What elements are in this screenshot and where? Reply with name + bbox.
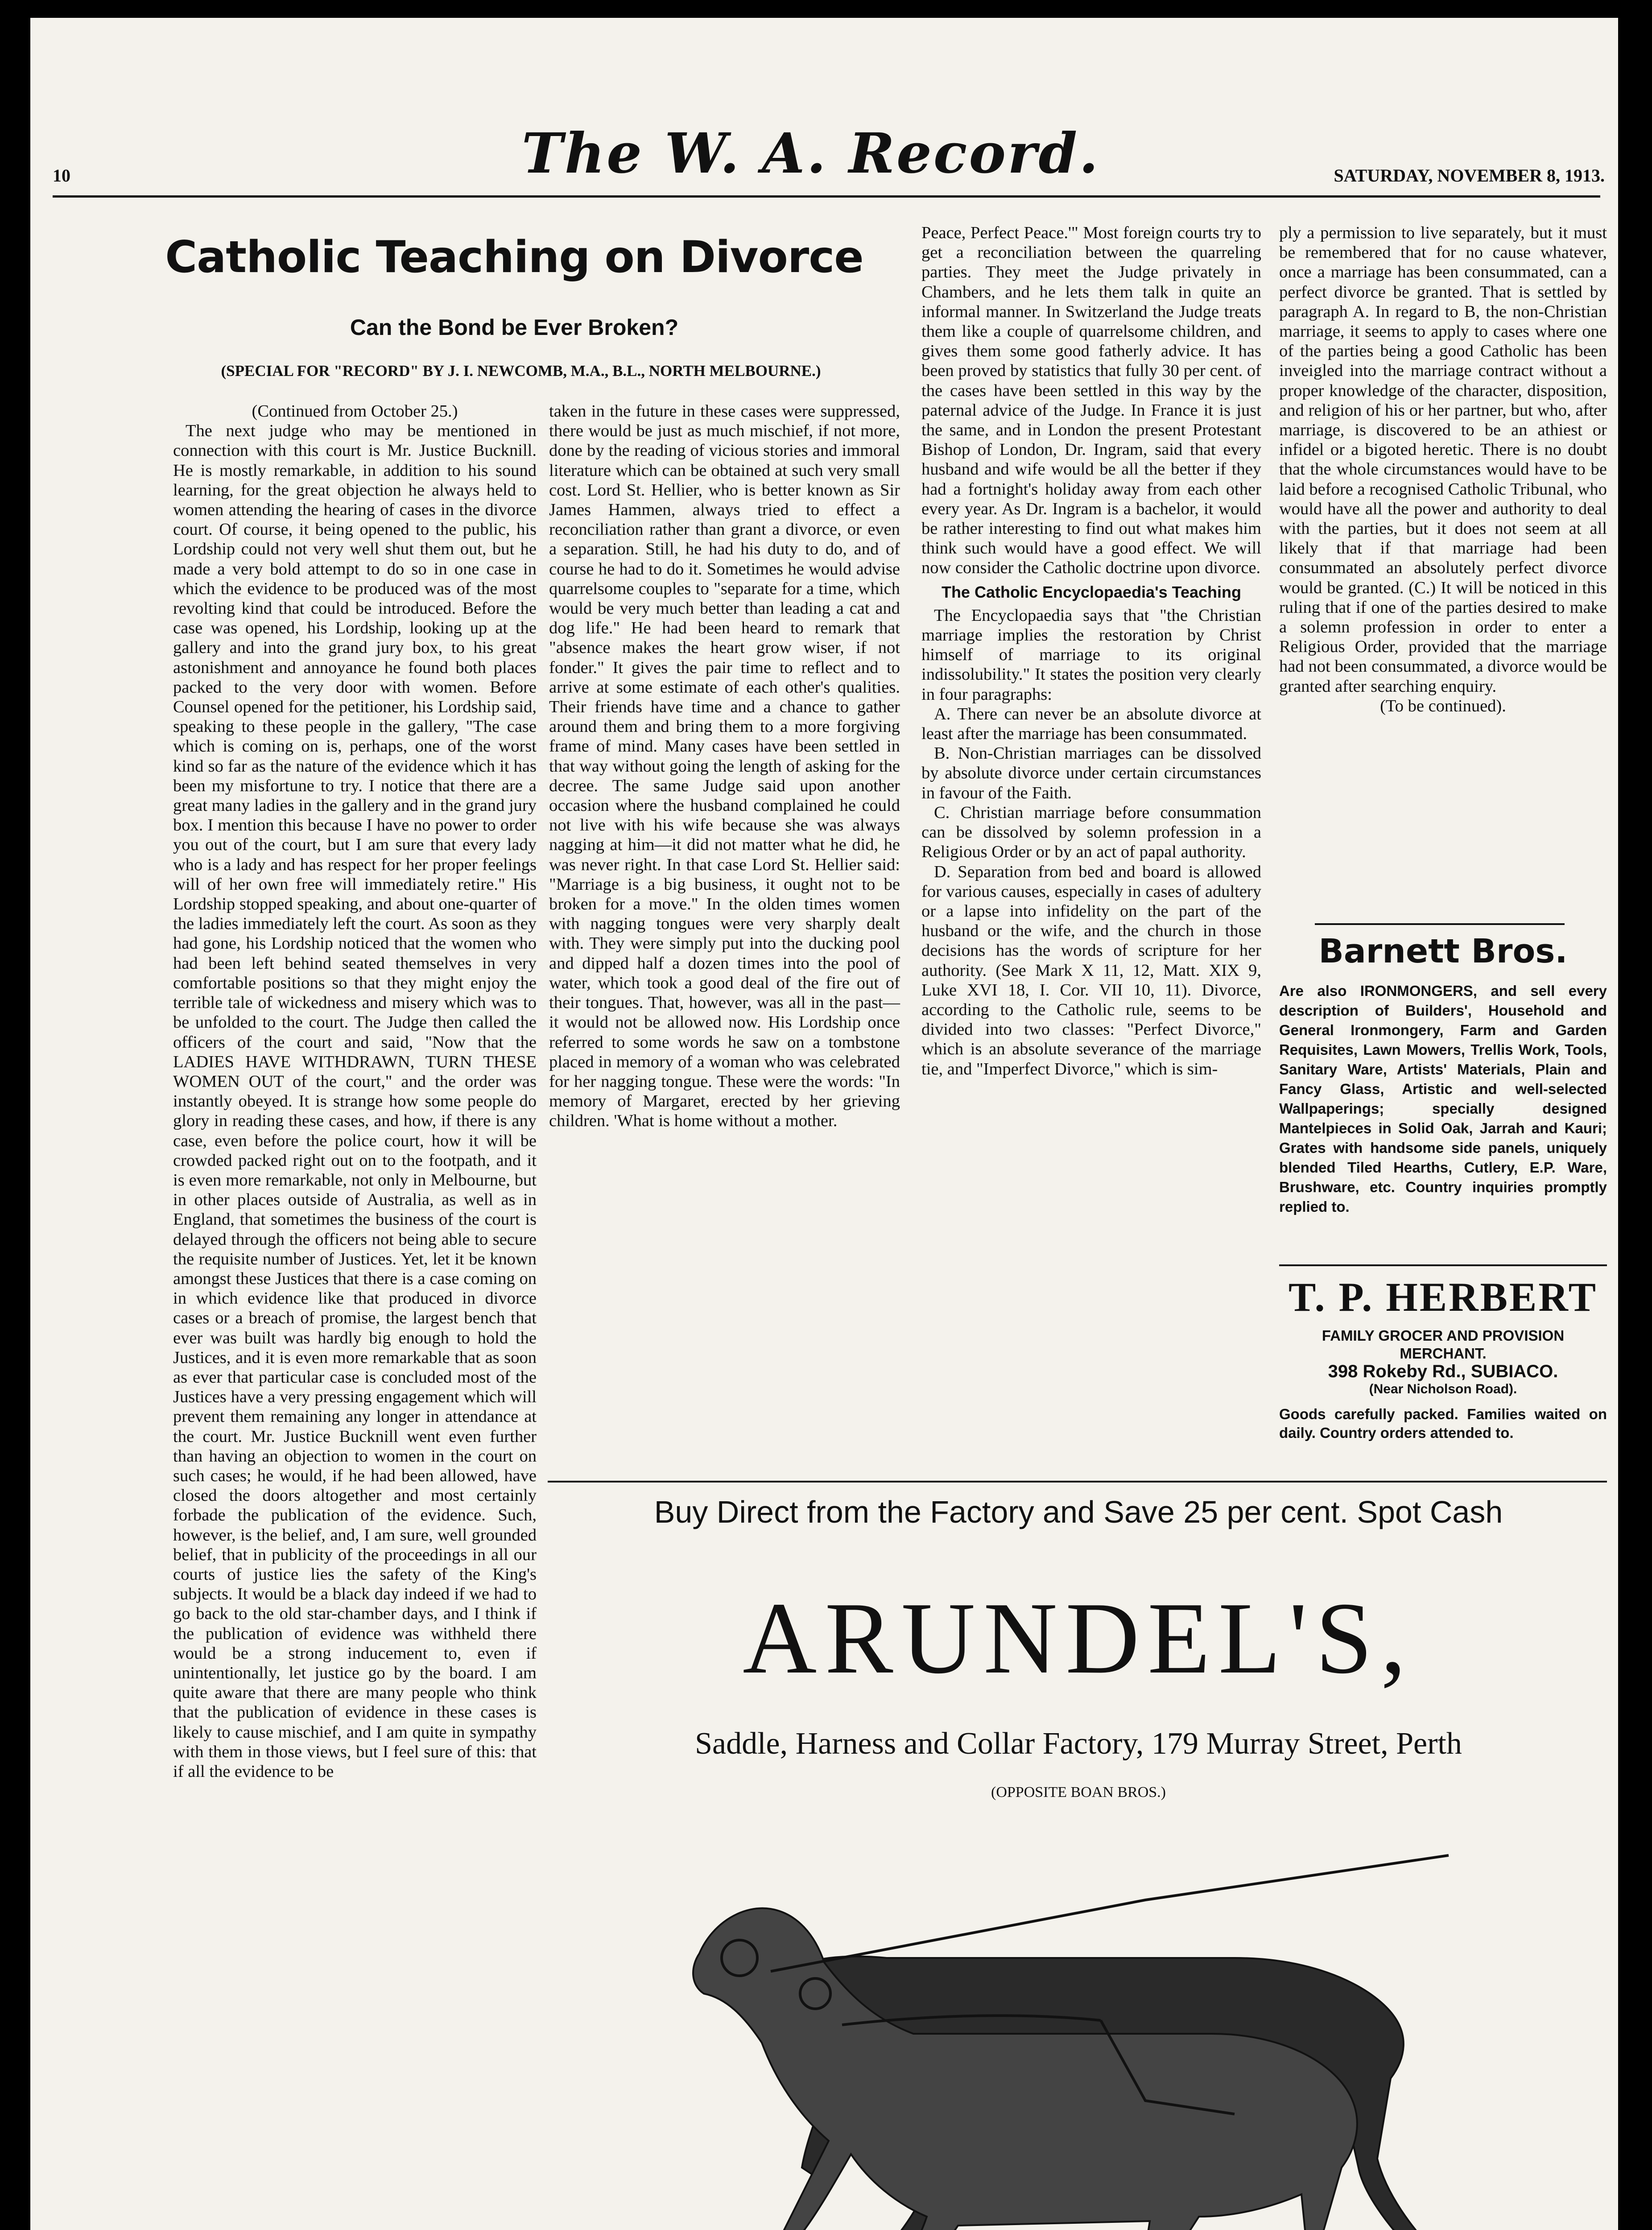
section-subheading: The Catholic Encyclopaedia's Teaching — [941, 582, 1242, 601]
herbert-line1: FAMILY GROCER AND PROVISION — [1322, 1327, 1565, 1344]
horse-front — [693, 1908, 1391, 2230]
article-byline: (SPECIAL FOR "RECORD" BY J. I. NEWCOMB, M.A., B.L., NORTH MELBOURNE.) — [221, 362, 821, 380]
herbert-details — [1279, 1327, 1607, 1398]
ad-divider — [1279, 1264, 1607, 1266]
herbert-title: T. P. HERBERT — [1289, 1274, 1598, 1320]
article-column-2 — [549, 401, 900, 1481]
article-column-4 — [1279, 223, 1607, 923]
herbert-body: Goods carefully packed. Families waited on daily. Country orders attended to. — [1279, 1406, 1607, 1441]
article-column-3 — [921, 223, 1261, 1481]
article-text-col3-intro: Peace, Perfect Peace.'" Most foreign courts try to get a reconciliation between the quarreling parties. They meet the Judge privately in Chambers, and he lets them talk in quite an informal manner. In Switzerland the Judge treats them like a couple of quarrelsome children, and gives them some good fatherly advice. It has been proved by statistics that fully 30 per cent. of the cases have been settled in this way by the paternal advice of the Judge. In France it is just the same, and in London the present Protestant Bishop of London, Dr. Ingram, said that every husband and wife would be all the better if they had a fortnight's holiday away from each other every year. As Dr. Ingram is a bachelor, it would be rather interesting to find out what makes him think such would have a good effect. We will now consider the Catholic doctrine upon divorce. — [921, 223, 1261, 578]
to-be-continued: (To be continued). — [1380, 696, 1506, 715]
ad-divider — [1315, 923, 1565, 925]
arundel-opposite: (OPPOSITE BOAN BROS.) — [991, 1784, 1166, 1801]
arundel-name: ARUNDEL'S, — [743, 1581, 1414, 1695]
newspaper-page — [30, 18, 1618, 2230]
issue-date: SATURDAY, NOVEMBER 8, 1913. — [1334, 165, 1605, 186]
barnett-body: Are also IRONMONGERS, and sell every description of Builders', Household and General Ironmongery, Farm and Garden Requisites, Lawn Mowers, Trellis Work, Tools, Sanitary Ware, Artists' Materials, Plain and Fancy Glass, Artistic and well-selected Wallpaperings; specially designed Mantelpieces in Solid Oak, Jarrah and Kauri; Grates with handsome side panels, uniquely blended Tiled Hearths, Cutlery, E.P. Ware, Brushware, etc. Country inquiries promptly replied to. — [1279, 983, 1607, 1215]
article-headline: Catholic Teaching on Divorce — [165, 232, 863, 283]
ad-top-rule — [548, 1481, 1607, 1483]
masthead: The W. A. Record. — [521, 121, 1100, 186]
continued-note: (Continued from October 25.) — [252, 402, 458, 421]
paragraph-a: A. There can never be an absolute divorce at least after the marriage has been consummated. — [921, 704, 1261, 743]
herbert-line2: MERCHANT. — [1400, 1345, 1487, 1362]
article-text-col1: The next judge who may be mentioned in connection with this court is Mr. Justice Bucknill. He is mostly remarkable, in addition to his sound learning, for the great objection he always held to women attending the hearing of cases in the divorce court. Of course, it being opened to the public, his Lordship could not very well shut them out, but he made a very bold attempt to do so in one case in which the evidence to be produced was of the most revolting kind that could be introduced. Before the case was opened, his Lordship, looking up at the gallery and into the grand jury box, to his great astonishment and annoyance he found both places packed to the very door with women. Before Counsel opened for the petitioner, his Lordship said, speaking to these people in the gallery, "The case which is coming on is, perhaps, one of the worst kind so far as the nature of the evidence which it has been my misfortune to try. I notice that there are a great many ladies in the gallery and in the grand jury box. I mention this because I have no power to order you out of the court, but I am sure that every lady who is a lady and has respect for her proper feelings will of her own free will immediately retire." His Lordship stopped speaking, and about one-quarter of the ladies immediately left the court. As soon as they had gone, his Lordship noticed that the women who had been left behind seated themselves in very comfortable positions so that they might enjoy the terrible tale of wickedness and misery which was to be unfolded to the court. The Judge then called the officers of the court and said, "Now that the LADIES HAVE WITHDRAWN, TURN THESE WOMEN OUT of the court," and the order was instantly obeyed. It is strange how some people do glory in reading these cases, and how, if there is any case, even before the police court, how it will be crowded packed right out on to the footpath, and it is even more remarkable, not only in Melbourne, but in other places outside of Australia, as well as in England, that sometimes the business of the court is delayed through the officers not being able to secure the requisite number of Justices. Yet, let it be known amongst these Justices that there is a case coming on in which evidence like that produced in divorce cases or a breach of promise, the largest bench that ever was built was hardly big enough to hold the Justices, and it is even more remarkable that as soon as ever that particular case is concluded most of the Justices have a very pressing engagement which will prevent them remaining any longer in attendance at the court. Mr. Justice Bucknill went even further than having an objection to women in the court on such cases; he would, if he had been allowed, have closed the doors altogether and most certainly forbade the publication of the evidence. Such, however, is the belief, and, I am sure, well grounded belief, that in publicity of the proceedings in all our courts of justice lies the safety of the King's subjects. It would be a black day indeed if we had to go back to the old star-chamber days, and I think if the publication of evidence was withheld there would be a strong inducement to, even if unintentionally, let justice go by the board. I am quite aware that there are many people who think that the publication of evidence in these cases is likely to cause mischief, and I am quite in sympathy with them in those views, but I feel sure of this: that if all the evidence to be — [173, 421, 537, 1781]
article-column-1 — [173, 401, 537, 2230]
paragraph-d: D. Separation from bed and board is allowed for various causes, especially in cases of adultery or a lapse into infidelity on the part of the husband or the wife, and the church in those decisions has the words of scripture for her authority. (See Mark X 11, 12, Matt. XIX 9, Luke XVI 18, I. Cor. VII 10, 11). Divorce, according to the Catholic rule, seems to be divided into two classes: "Perfect Divorce," which is an absolute severance of the marriage tie, and "Imperfect Divorce," which is sim- — [921, 862, 1261, 1078]
arundel-top-line: Buy Direct from the Factory and Save 25 per cent. Spot Cash — [654, 1495, 1503, 1529]
header-rule — [53, 195, 1600, 198]
horses-illustration — [566, 1811, 1591, 2230]
article-text-col2: taken in the future in these cases were suppressed, there would be just as much mischief, if not more, done by the reading of vicious stories and immoral literature which can be obtained at such very small cost. Lord St. Hellier, who is better known as Sir James Hammen, always tried to effect a reconciliation rather than grant a divorce, or even a separation. Still, he had his duty to do, and of course he had to do it. Sometimes he would advise quarrelsome couples to "separate for a time, which would be very much better than leading a cat and dog life." He had been heard to remark that "absence makes the heart grow wiser, if not fonder." It gives the pair time to reflect and to arrive at some estimate of each other's qualities. Their friends have time and a chance to gather around them and bring them to a more forgiving frame of mind. Many cases have been settled in that way without going the length of asking for the decree. The same Judge said upon another occasion where the husband complained he could not live with his wife because she was always nagging at him—it did not matter what he did, he was never right. In that case Lord St. Hellier said: "Marriage is a big business, it ought not to be broken for a move." In the olden times women with nagging tongues were very sharply dealt with. They were simply put into the ducking pool and dipped half a dozen times into the pool of water, which took a good deal of the fire out of their tongues. That, however, was all in the past—it would not be allowed now. His Lordship once referred to some words he saw on a tombstone placed in memory of a woman who was celebrated for her nagging tongue. These were the words: "In memory of Margaret, erected by her grieving children. 'What is home without a mother. — [549, 402, 900, 1131]
barnett-title: Barnett Bros. — [1318, 932, 1568, 970]
arundel-subtitle: Saddle, Harness and Collar Factory, 179 Murray Street, Perth — [695, 1726, 1462, 1761]
article-text-col4: ply a permission to live separately, but it must be remembered that for no cause whatever, once a marriage has been consummated, can a perfect divorce be granted. That is settled by paragraph A. In regard to B, the non-Christian marriage, it seems to apply to cases where one of the parties being a good Catholic has been inveigled into the marriage contract without a proper knowledge of the character, disposition, and religion of his or her partner, but who, after marriage, is discovered to be an athiest or infidel or a bigoted heretic. There is no doubt that the whole circumstances would have to be laid before a recognised Catholic Tribunal, who would have all the power and authority to deal with the parties, but it does not seem at all likely that if that marriage had been consummated an absolutely perfect divorce would be granted. (C.) It will be noticed in this ruling that if one of the parties desired to make a solemn profession in order to enter a Religious Order, provided that the marriage had not been consummated, a divorce would be granted after searching enquiry. — [1279, 223, 1607, 696]
reins — [771, 1855, 1449, 1971]
paragraph-c: C. Christian marriage before consummation can be dissolved by solemn profession in a Religious Order or by an act of papal authority. — [921, 803, 1261, 862]
paragraph-b: B. Non-Christian marriages can be dissolved by absolute divorce under certain circumstances in favour of the Faith. — [921, 744, 1261, 802]
page-number: 10 — [53, 165, 70, 186]
article-text-col3-encyclopaedia: The Encyclopaedia says that "the Christian marriage implies the restoration by Christ himself of marriage to its original indissolubility." It states the position very clearly in four paragraphs: — [921, 606, 1261, 704]
article-subheadline: Can the Bond be Ever Broken? — [350, 315, 679, 340]
herbert-note: (Near Nicholson Road). — [1369, 1382, 1517, 1396]
herbert-address: 398 Rokeby Rd., SUBIACO. — [1328, 1362, 1558, 1381]
